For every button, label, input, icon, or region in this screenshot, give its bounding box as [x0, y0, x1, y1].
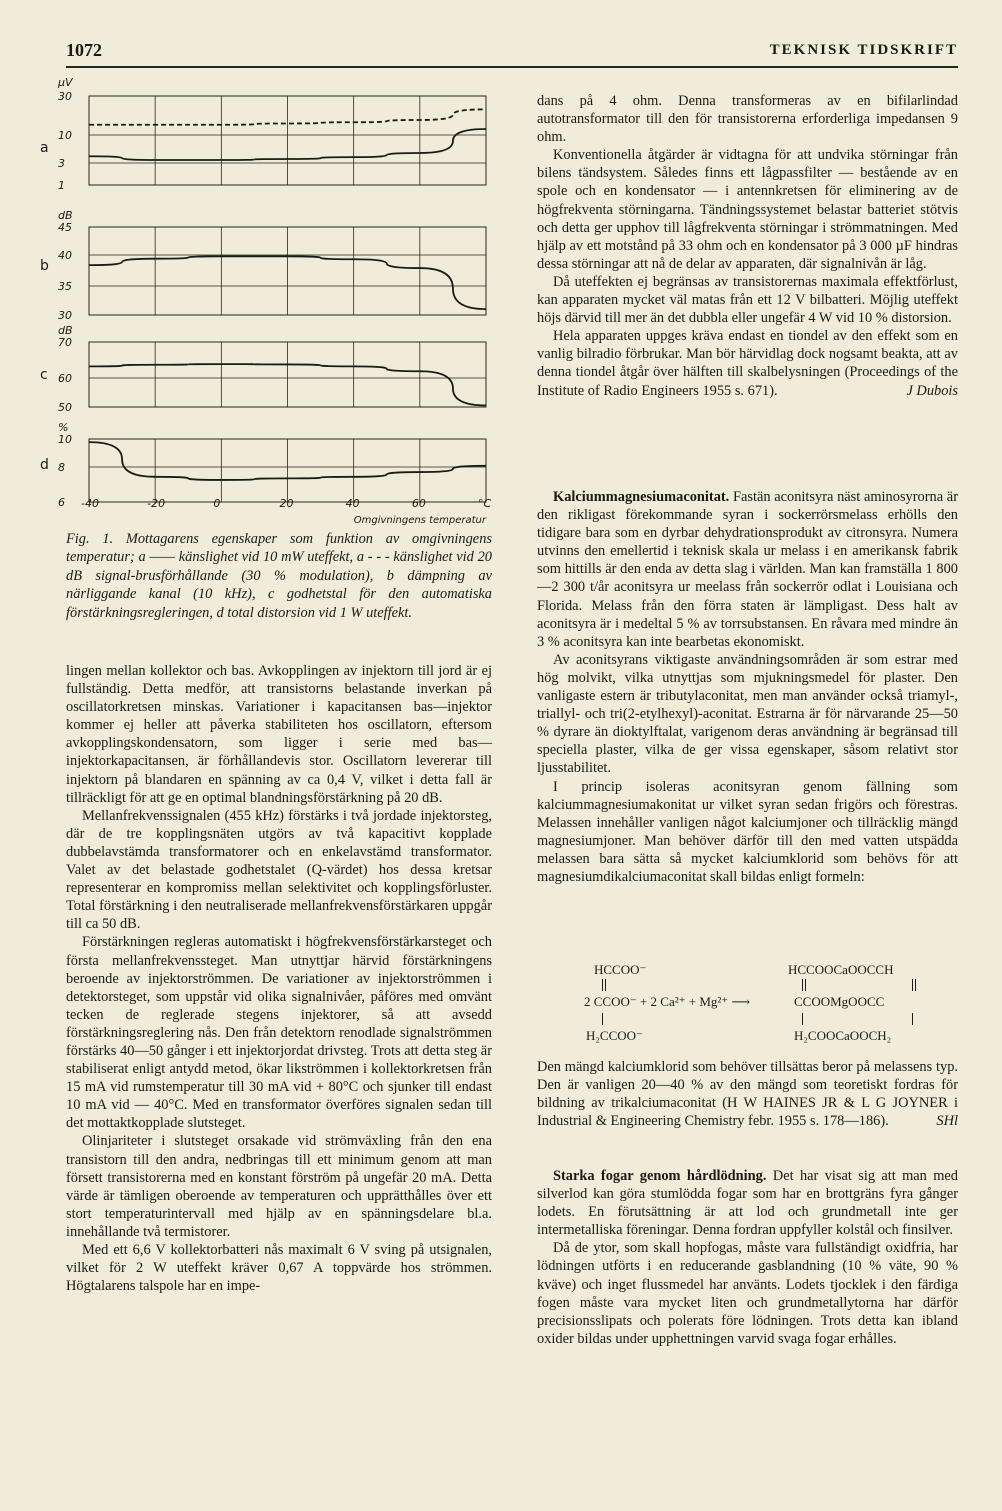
x-tick-label: -40 [81, 497, 99, 510]
article-paragraph: Av aconitsyrans viktigaste användningsområden är som estrar med hög molvikt, vilka utnyttjas som mjukningsmedel för plaster. Den vanligaste estern är tributylaconitat, men man använder också triamyl-, triallyl- och tri(2-etylhexyl)-aconitat. Estrarna är för närvarande 25—50 % dyrare än dioktylftalat, varigenom deras användning är begränsad till speciella plaster, vilka de ger vissa egenskaper, såsom relativt stor ljusstabilitet. [537, 651, 958, 777]
article-text: Fastän aconitsyra näst aminosyrorna är den rikligast förekommande syran i sockerrörsmelass erhölls den tidigare bara som en dyrbar dehydrationsprodukt av citronsyra. Numera utvinns den emellertid i teknisk skala ur melass i en amerikansk fabrik som hittills är den enda av detta slag i världen. Man kan framställa 1 800—2 300 t/år aconitsyra ur meelass från sockerrör odlat i Louisiana och Florida. Melass från den förra staten är lämpligast. Dess halt av aconitsyra är i medeltal 5 % av torrsubstansen. En råvara med mindre än 3 % aconitsyra kan inte bearbetas ekonomiskt. [537, 489, 958, 650]
signature-shl: SHl [936, 1113, 958, 1130]
article-text: Den mängd kalciumklorid som behöver tillsättas beror på melassens typ. Den är vanligen 20—40 % av den mängd som teoretiskt fordras för bildning av trikalciumaconitat (H W HAINES JR & L G JOYNER i Industrial & Engineering Chemistry febr. 1955 s. 178—186). [537, 1059, 958, 1130]
y-tick-label: 8 [58, 461, 65, 474]
formula-left-bottom: H₂CCOO⁻ [586, 1028, 643, 1043]
panel-letter-d: d [40, 457, 49, 473]
caption-text: Fig. 1. Mottagarens egenskaper som funktion av omgivningens temperatur; a —— känslighet vid 10 mW uteffekt, a - - - känslighet vid 20 dB signal-brusförhållande (30 % modulation), b dämpning av närliggande kanal (10 kHz), c godhetstal för den automatiska förstärkningsregleringen, d total distorsion vid 1 W uteffekt. [66, 531, 492, 621]
y-unit-label: % [58, 421, 69, 434]
y-tick-label: 10 [58, 129, 72, 142]
panel-letter-b: b [40, 258, 49, 274]
y-tick-label: 1 [58, 179, 65, 192]
left-paragraph: Mellanfrekvenssignalen (455 kHz) förstärks i två jordade injektorsteg, där de tre kopplingsnäten utgörs av två kapacitivt kopplade dubbelavstämda transformatorer och en enkelavstämd transformator. Valet av det belastade godhetstalet (Q-värdet) hos dessa kretsar representerar en kompromiss mellan selektivitet och kopplingsförluster. Total förstärkning i den neutraliserade mellanfrekvensförstärkaren uppgår till ca 50 dB. [66, 807, 492, 933]
page-header [66, 40, 958, 68]
y-tick-label: 35 [58, 280, 72, 293]
left-paragraph: Förstärkningen regleras automatiskt i högfrekvensförstärkarsteget och första mellanfrekvenssteget. Man utnyttjar härvid förstärkningens beroende av injektorströmmen. De variationer av injektorströmmen i detektorsteget, som uppstår vid olika signalnivåer, påföres med omvänt tecken de reglerade stegens injektorer, så att avsedd förstärkningsreglering nås. Den från detektorn renodlade signalströmmen förstärks 40—50 gånger i ett injektorjordat drivsteg. Trots att detta steg är stabiliserat enligt antydd metod, ökar likströmmen i kollektorkretsen från 15 mA vid rumstemperatur till 30 mA vid + 80°C och sjunker till endast 10 mA vid — 40°C. Med en transformator överföres signalen sedan till det mottaktkopplade slutsteget. [66, 934, 492, 1132]
article-paragraph [537, 1167, 958, 1239]
x-tick-label: -20 [147, 497, 166, 510]
y-tick-label: 10 [58, 433, 72, 446]
y-tick-label: 60 [58, 372, 72, 385]
article-heading: Starka fogar genom hårdlödning. [553, 1168, 767, 1184]
article-hardlodning [537, 1167, 958, 1348]
panel-letter-a: a [40, 140, 49, 156]
x-axis-label: Omgivningens temperatur [353, 515, 486, 526]
y-tick-label: 70 [58, 336, 72, 349]
temperature-chart [40, 74, 510, 534]
article-paragraph [537, 1058, 958, 1130]
right-column-top [537, 92, 958, 400]
y-unit-label: dB [58, 209, 73, 222]
y-tick-label: 45 [58, 221, 72, 234]
y-unit-label: dB [58, 324, 73, 337]
figure-1 [40, 74, 510, 534]
y-tick-label: 40 [58, 249, 72, 262]
formula-bond [915, 979, 916, 991]
left-paragraph: Olinjariteter i slutsteget orsakade vid strömväxling från den ena transistorn till den andra, nedbringas till ett minimum genom att man försett transistorerna med en konstant förström på ungefär 20 mA. Detta värde är tämligen oberoende av temperaturen och upprätthålles över ett stort temperaturintervall med hjälp av en spänningsdelare bl.a. innehållande två termistorer. [66, 1133, 492, 1240]
y-tick-label: 50 [58, 401, 72, 414]
formula-bond [912, 1013, 913, 1025]
y-tick-label: 30 [58, 309, 72, 322]
left-paragraph: Med ett 6,6 V kollektorbatteri nås maximalt 6 V sving på utsignalen, vilket för 2 W uteffekt kräver 0,67 A toppvärde hos strömmen. Högtalarens talspole har en impe- [66, 1242, 492, 1295]
right-paragraph [537, 327, 958, 399]
x-tick-label: 20 [279, 497, 294, 510]
formula-bond [602, 979, 603, 991]
formula-bond [605, 979, 606, 991]
article-text: Det har visat sig att man med silverlod kan göra stumlödda fogar som har en brottgräns fyra gånger lodets. En förutsättning är att lod och grundmetall inte ger intermetalliska föreningar. Denna fordran uppfyller kolstål och finsilver. [537, 1168, 958, 1239]
article-closing [537, 1058, 958, 1130]
article-paragraph: Då de ytor, som skall hopfogas, måste vara fullständigt oxidfria, har lödningen utförts i en reducerande gasblandning (10 % väte, 90 % kväve) och inget flussmedel har använts. Lodets tjocklek i den färdiga fogen måste vara mycket liten och grundmetallytorna har därför precisionsslipats och polerats före lödningen. Trots detta kan ibland oxider bildas under upphettningen varvid svaga fogar erhålles. [537, 1240, 958, 1347]
right-paragraph: dans på 4 ohm. Denna transformeras av en bifilarlindad autotransformator till den för transistorerna erforderliga impedansen 9 ohm. [537, 93, 958, 146]
right-paragraph: Då uteffekten ej begränsas av transistorernas maximala effektförlust, kan apparaten mycket väl matas från ett 12 V bilbatteri. Möjlig uteffekt höjs därvid till mer än det dubbla eller ungefär 4 W vid 10 % distorsion. [537, 273, 958, 327]
panel-letter-c: c [40, 367, 48, 383]
article-paragraph: I princip isoleras aconitsyran genom fällning som kalciummagnesiumakonitat ur vilket syran sedan frigörs och förestras. Melassen innehåller vanligen något kalciumjoner och tillräcklig mängd magnesiumjoner. Man behöver därför till den med vatten utspädda melassen bara sätta så mycket kalciumklorid som behövs för att magnesiumdikalciumaconitat skall bildas enligt formeln: [537, 778, 958, 885]
figure-caption [66, 530, 492, 622]
article-paragraph [537, 488, 958, 651]
left-column [66, 662, 492, 1295]
formula-right-top: HCCOOCaOOCCH [788, 962, 894, 977]
article-heading: Kalciummagnesiumaconitat. [553, 489, 730, 505]
formula-left-mid: 2 CCOO⁻ + 2 Ca²⁺ + Mg²⁺ ⟶ [584, 994, 751, 1009]
formula-left-top: HCCOO⁻ [594, 962, 647, 977]
y-tick-label: 30 [58, 90, 72, 103]
formula-bond [805, 979, 806, 991]
x-tick-label: 0 [213, 497, 221, 510]
x-tick-label: °C [478, 497, 492, 510]
formula-bond [802, 979, 803, 991]
right-paragraph: Konventionella åtgärder är vidtagna för att undvika störningar från bilens tändsystem. Således finns ett lågpassfilter — bestående av en spole och en kondensator — i antennkretsen för eliminering av de högfrekventa störningarna. Tändningssystemet belastar batteriet stötvis och detta ger upphov till lågfrekventa störningar i strömmatningen. Med hjälp av ett motstånd på 33 ohm och en kondensator på 3 000 µF hindras dessa störningar att nå de delar av apparaten, där signalnivån är låg. [537, 147, 958, 272]
chemical-formula [580, 962, 940, 1050]
formula-bond [802, 1013, 803, 1025]
journal-title: TEKNISK TIDSKRIFT [769, 42, 958, 58]
article-kalciummagnesiumaconitat [537, 488, 958, 886]
formula-bond [912, 979, 913, 991]
right-paragraph-text: Hela apparaten uppges kräva endast en tiondel av den effekt som en vanlig bilradio förbrukar. Man bör härvidlag dock nogsamt beakta, att av denna tiondel åtgår över hälften till skalbelysningen (Proceedings of the Institute of Radio Engineers 1955 s. 671). [537, 328, 958, 399]
formula-bond [602, 1013, 603, 1025]
formula-right-mid: CCOOMgOOCC [794, 994, 885, 1009]
y-tick-label: 6 [58, 496, 65, 509]
signature-dubois: J Dubois [906, 382, 958, 399]
page-number: 1072 [66, 40, 102, 60]
formula-right-bottom: H₂COOCaOOCH₂ [794, 1028, 892, 1043]
y-unit-label: µV [58, 76, 73, 89]
left-paragraph: lingen mellan kollektor och bas. Avkopplingen av injektorn till jord är ej fullständig. Detta medför, att transistorns belastande inverkan på oscillatorkretsen minskas. Variationer i kapacitansen bas—injektor kommer ej heller att påverka stabiliteten hos oscillatorn, eftersom avkopplingskondensatorn, som ligger i serie med bas—injektorkapacitansen, är förhållandevis stor. Oscillatorn levererar till injektorn på blandaren en spänning av ca 0,4 V, vilket i detta fall är tillräckligt för att ge en optimal blandningsförstärkning på 20 dB. [66, 663, 492, 806]
y-tick-label: 3 [58, 157, 65, 170]
x-tick-label: 40 [345, 497, 360, 510]
x-tick-label: 60 [411, 497, 426, 510]
